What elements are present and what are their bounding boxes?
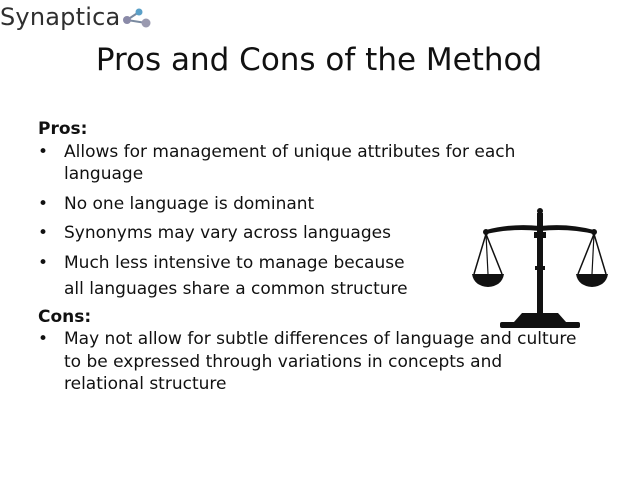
bullet-glyph: • [38,329,49,349]
list-item [38,328,578,396]
pros-item-text: Allows for management of unique attributes for each language [64,141,516,184]
pros-heading: Pros: [38,119,88,139]
cons-list [38,328,578,396]
balance-scale-icon [472,206,608,330]
pros-item-text: Synonyms may vary across languages [64,223,391,243]
bullet-glyph: • [38,193,49,214]
list-item [38,141,578,186]
slide-title: Pros and Cons of the Method [95,42,543,78]
pros-item-text: No one language is dominant [64,193,315,214]
synaptica-logo [0,2,154,32]
network-nodes-icon [122,7,154,29]
bullet-glyph: • [38,141,49,162]
cons-heading: Cons: [38,306,92,327]
cons-item-text: May not allow for subtle differences of language and culture to be expressed through variations in concepts and relational structure [64,329,577,394]
bullet-glyph: • [38,223,49,243]
pros-continuation: all languages share a common structure [64,279,408,299]
pros-item-text: Much less intensive to manage because [64,252,405,273]
bullet-glyph: • [38,252,49,273]
logo-text: Synaptica [0,3,121,31]
